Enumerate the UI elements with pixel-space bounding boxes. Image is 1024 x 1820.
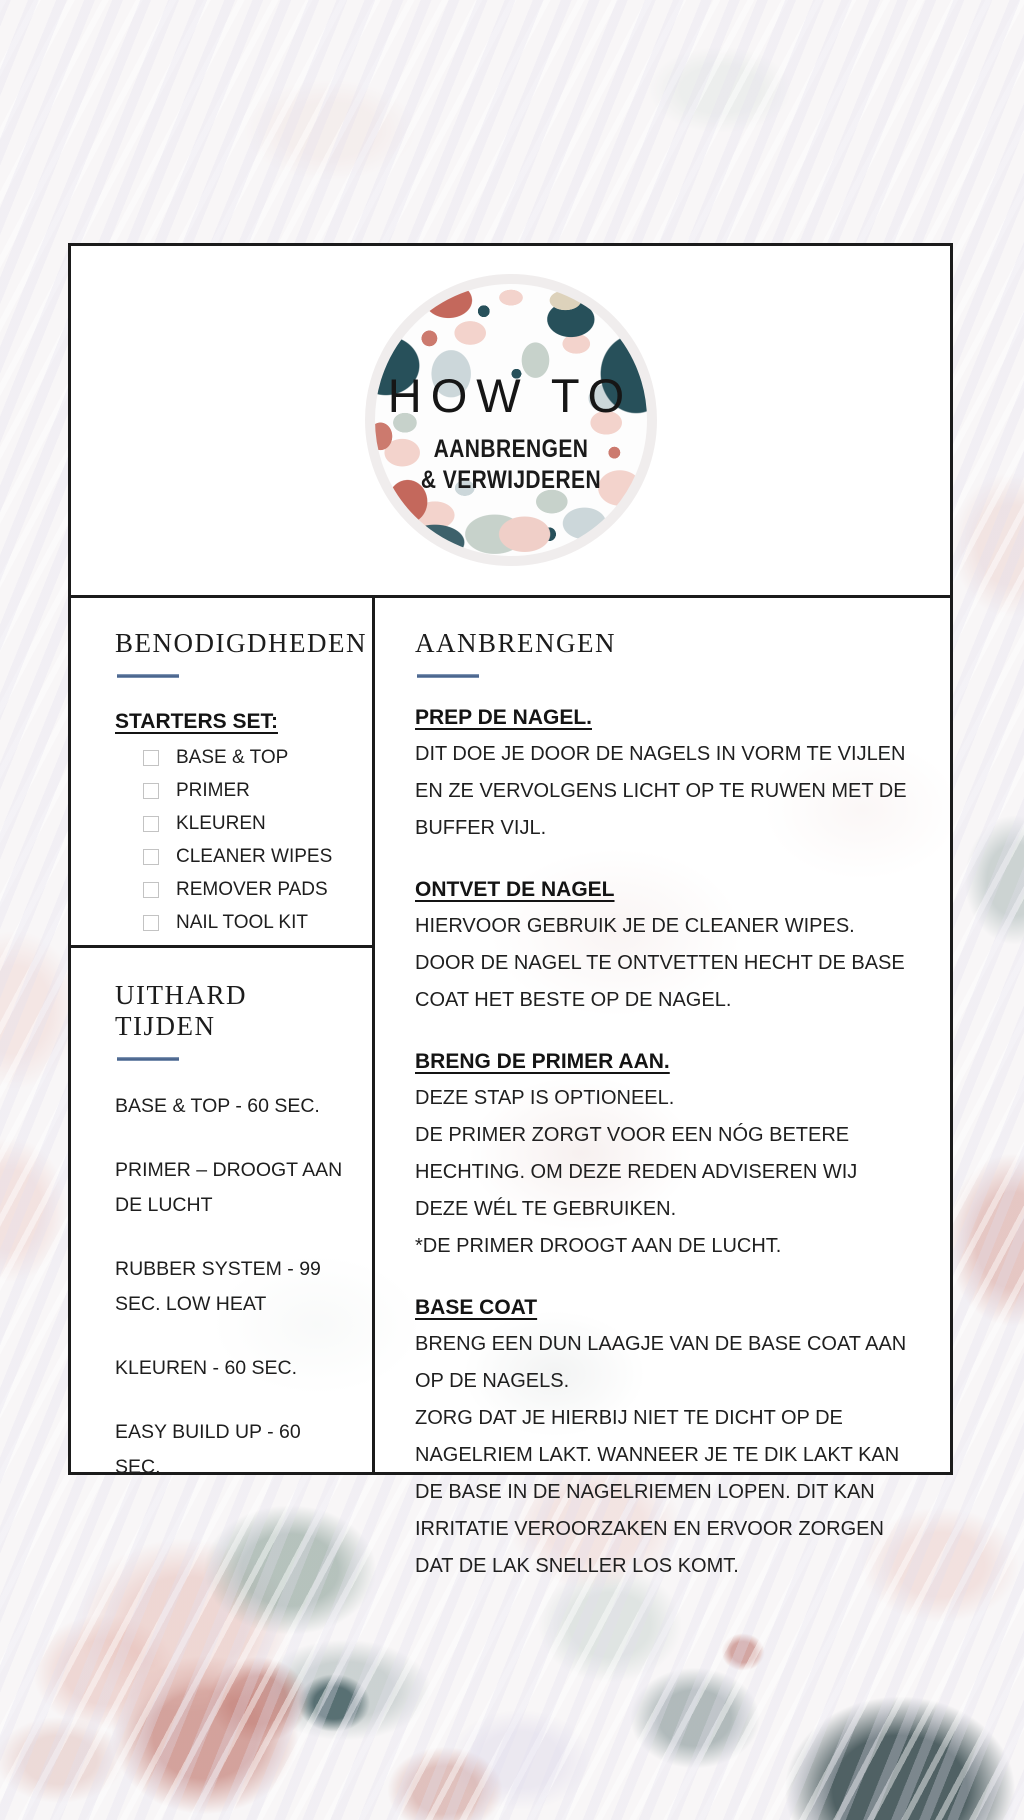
- curing-time-entry: EASY BUILD UP - 60 SEC.: [115, 1421, 301, 1478]
- section-title: ONTVET DE NAGEL: [415, 878, 615, 901]
- checkbox-icon: [143, 915, 159, 931]
- instruction-card: [68, 243, 953, 1577]
- section-body-line: DIT DOE JE DOOR DE NAGELS IN VORM TE VIJLEN EN ZE VERVOLGENS LICHT OP TE RUWEN MET DE BUFFER VIJL.: [415, 743, 907, 839]
- accent-underline: [117, 674, 179, 678]
- checkbox-icon: [143, 750, 159, 766]
- application-column: [375, 598, 950, 1577]
- checklist-item-label: BASE & TOP: [176, 747, 289, 768]
- accent-underline: [117, 1057, 179, 1061]
- curing-time-entry: BASE & TOP - 60 SEC.: [115, 1095, 320, 1117]
- checklist-item-label: KLEUREN: [176, 813, 266, 834]
- section-title: PREP DE NAGEL.: [415, 706, 592, 729]
- logo-subtitle-line2: & VERWIJDEREN: [420, 465, 601, 494]
- starters-set-title: STARTERS SET:: [115, 710, 278, 733]
- checklist-item-label: PRIMER: [176, 780, 250, 801]
- checklist-item: [143, 847, 352, 867]
- curing-times-heading: UITHARD TIJDEN: [115, 980, 247, 1041]
- section-body-line: BRENG EEN DUN LAAGJE VAN DE BASE COAT AAN OP DE NAGELS.: [415, 1333, 907, 1392]
- checklist-item: [143, 814, 352, 834]
- section-title: BASE COAT: [415, 1296, 538, 1319]
- curing-time-entry: KLEUREN - 60 SEC.: [115, 1357, 298, 1379]
- curing-time-entry: PRIMER – DROOGT AAN DE LUCHT: [115, 1159, 343, 1216]
- section-prep-de-nagel: [415, 706, 916, 847]
- curing-time-entry: RUBBER SYSTEM - 99 SEC. LOW HEAT: [115, 1258, 321, 1315]
- checklist-item: [143, 880, 352, 900]
- section-breng-de-primer-aan: [415, 1050, 916, 1265]
- logo-subtitle: [396, 434, 624, 496]
- checklist-item: [143, 913, 352, 933]
- logo-title: HOW TO: [387, 369, 634, 423]
- application-heading: AANBRENGEN: [415, 628, 616, 658]
- section-title: BRENG DE PRIMER AAN.: [415, 1050, 670, 1073]
- logo-subtitle-line1: AANBRENGEN: [433, 434, 588, 463]
- section-ontvet-de-nagel: [415, 878, 916, 1019]
- checklist-item: [143, 748, 352, 768]
- left-column: [71, 598, 375, 1478]
- section-body-line: ZORG DAT JE HIERBIJ NIET TE DICHT OP DE NAGELRIEM LAKT. WANNEER JE TE DIK LAKT KAN DE BASE IN DE NAGELRIEMEN LOPEN. DIT KAN IRRITATIE VEROORZAKEN EN ERVOOR ZORGEN DAT DE LAK SNELLER LOS KOMT.: [415, 1407, 900, 1577]
- checkbox-icon: [143, 783, 159, 799]
- content-columns: [71, 598, 950, 1577]
- checkbox-icon: [143, 882, 159, 898]
- section-body-line: HIERVOOR GEBRUIK JE DE CLEANER WIPES. DOOR DE NAGEL TE ONTVETTEN HECHT DE BASE COAT HET BESTE OP DE NAGEL.: [415, 915, 905, 1011]
- section-base-coat: [415, 1296, 916, 1585]
- terrazzo-logo-badge: [365, 274, 657, 566]
- checklist-item-label: CLEANER WIPES: [176, 846, 333, 867]
- checklist-item-label: NAIL TOOL KIT: [176, 912, 308, 933]
- checklist-item-label: REMOVER PADS: [176, 879, 328, 900]
- supplies-heading: BENODIGDHEDEN: [115, 628, 367, 658]
- section-body-line: DE PRIMER ZORGT VOOR EEN NÓG BETERE HECHTING. OM DEZE REDEN ADVISEREN WIJ DEZE WÉL TE GEBRUIKEN.: [415, 1124, 858, 1220]
- checkbox-icon: [143, 849, 159, 865]
- checklist-item: [143, 781, 352, 801]
- curing-times-panel: [71, 948, 372, 1514]
- header-panel: [71, 246, 950, 598]
- supplies-panel: [71, 598, 372, 948]
- accent-underline: [417, 674, 479, 678]
- supplies-checklist: [115, 748, 352, 933]
- section-body-line: *DE PRIMER DROOGT AAN DE LUCHT.: [415, 1235, 782, 1257]
- checkbox-icon: [143, 816, 159, 832]
- section-body-line: DEZE STAP IS OPTIONEEL.: [415, 1087, 675, 1109]
